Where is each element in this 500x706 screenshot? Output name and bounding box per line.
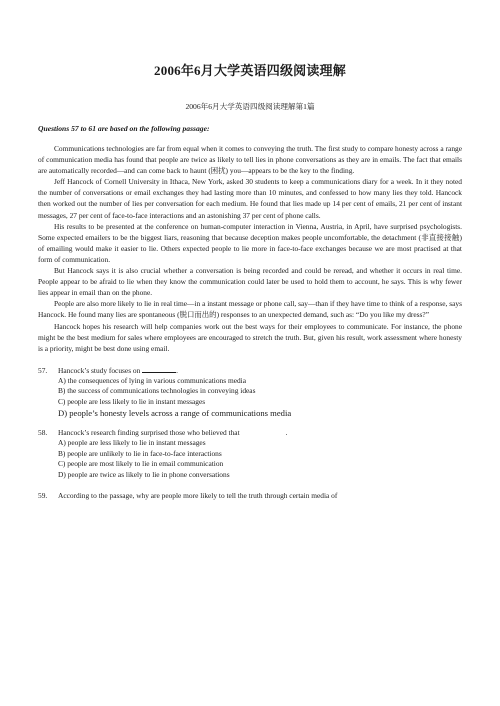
passage-instruction: Questions 57 to 61 are based on the following passage:: [38, 124, 210, 133]
answer-option: A) the consequences of lying in various communications media: [58, 375, 247, 385]
passage-paragraph: Hancock hopes his research will help companies work out the best ways for their employees to communicate. For instance, the phone might be the best medium for sales where employees are encouraged to stretch the truth. But, given his result, work assessment where honesty is a priority, might be best done using email.: [38, 321, 462, 353]
answer-option: D) people’s honesty levels across a range of communications media: [58, 407, 292, 418]
question-text: Hancock’s research finding surprised those who believed that: [58, 428, 240, 438]
passage-paragraph: Jeff Hancock of Cornell University in Ithaca, New York, asked 30 students to keep a communications diary for a week. In it they noted the number of conversations or email exchanges they had lasting more than 10 minutes, and confessed to how many lies they told. Hancock then worked out the number of lies per conversation for each medium. He found that lies made up 14 per cent of emails, 21 per cent of instant messages, 27 per cent of face-to-face interactions and an astonishing 37 per cent of phone calls.: [38, 177, 462, 220]
question-number: 57.: [38, 365, 48, 375]
reading-passage: [38, 143, 462, 354]
answer-blank: [142, 365, 179, 375]
question-number: 59.: [38, 490, 48, 500]
answer-option: B) the success of communications technologies in conveying ideas: [58, 386, 256, 396]
question-number: 58.: [38, 428, 48, 438]
question-stem: [38, 427, 462, 438]
question-stem: [38, 365, 462, 376]
question-item: [38, 490, 462, 501]
question-text: According to the passage, why are people more likely to tell the truth through certain media of: [58, 490, 338, 500]
answer-option: C) people are less likely to lie in instant messages: [58, 396, 206, 406]
document-subtitle: 2006年6月大学英语四级阅读理解第1篇: [185, 102, 315, 111]
question-item: [38, 427, 462, 480]
question-item: [38, 365, 462, 418]
passage-paragraph: Communications technologies are far from equal when it comes to conveying the truth. The first study to compare honesty across a range of communication media has found that people are twice as likely to tell lies in phone conversations as they are in emails. The fact that emails are automatically recorded—and can come back to haunt (困扰) you—appears to be the key to the finding.: [38, 144, 462, 176]
answer-blank: [242, 428, 288, 438]
question-stem: [38, 490, 462, 501]
passage-paragraph: His results to be presented at the conference on human-computer interaction in Vienna, Austria, in April, have surprised psychologists. Some expected emailers to be the biggest liars, reasoning that because deception makes people uncomfortable, the detachment (非直接接触) of emailing would make it easier to lie. Others expected people to lie more in face-to-face exchanges because we are most practised at that form of communication.: [38, 221, 462, 264]
answer-option: C) people are most likely to lie in email communication: [58, 459, 224, 469]
document-title: 2006年6月大学英语四级阅读理解: [154, 63, 346, 78]
passage-paragraph: But Hancock says it is also crucial whether a conversation is being recorded and could be reread, and whether it occurs in real time. People appear to be afraid to lie when they know the communication could later be used to hold them to account, he says. This is why fewer lies appear in email than on the phone.: [38, 266, 462, 298]
answer-option: B) people are unlikely to lie in face-to-face interactions: [58, 448, 222, 458]
answer-option: D) people are twice as likely to lie in phone conversations: [58, 469, 230, 479]
question-end: .: [285, 428, 288, 438]
question-list: [38, 365, 462, 501]
passage-paragraph: People are also more likely to lie in real time—in a instant message or phone call, say—than if they have time to think of a response, says Hancock. He found many lies are spontaneous (脱口而出的) responses to an unexpected demand, such as: “Do you like my dress?”: [38, 299, 462, 320]
question-text: Hancock’s study focuses on: [58, 365, 141, 375]
answer-option: A) people are less likely to lie in instant messages: [58, 438, 206, 448]
question-end: .: [176, 365, 179, 375]
